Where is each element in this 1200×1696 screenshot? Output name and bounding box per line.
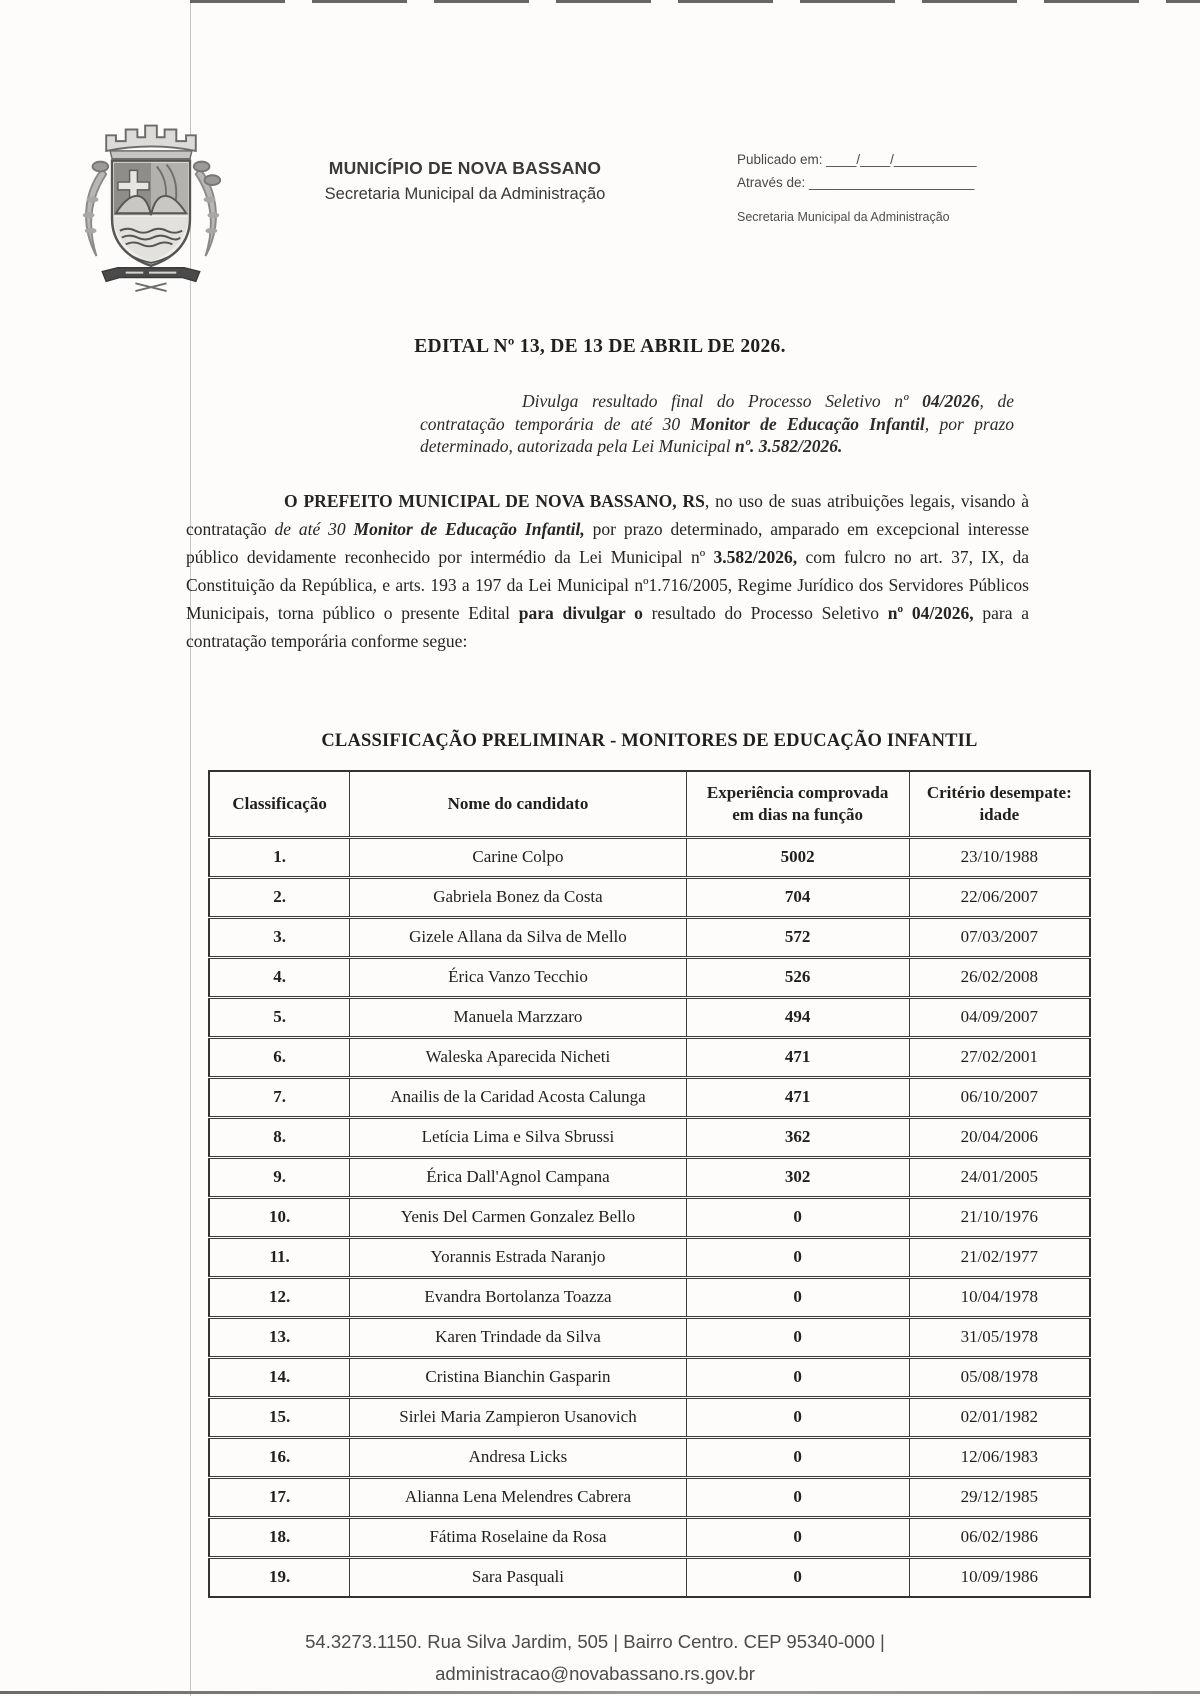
candidate-name-cell: Karen Trindade da Silva xyxy=(350,1317,686,1357)
footer-email: administracao@novabassano.rs.gov.br xyxy=(435,1663,755,1684)
column-header-rank: Classificação xyxy=(209,771,350,837)
candidate-name-cell: Sirlei Maria Zampieron Usanovich xyxy=(350,1397,686,1437)
experience-cell: 362 xyxy=(686,1117,909,1157)
column-header-tiebreaker: Critério desempate: idade xyxy=(909,771,1090,837)
edital-summary: Divulga resultado final do Processo Seletivo nº 04/2026, de contratação temporária de até 30 Monitor de Educação Infantil, por prazo determinado, autorizada pela Lei Municipal nº. 3.582/2026. xyxy=(420,391,1015,456)
column-header-candidate-name: Nome do candidato xyxy=(350,771,686,837)
experience-cell: 0 xyxy=(686,1237,909,1277)
footer-address-line: 54.3273.1150. Rua Silva Jardim, 505 | Bairro Centro. CEP 95340-000 | xyxy=(305,1631,885,1652)
classification-table xyxy=(208,770,1091,1598)
birthdate-cell: 05/08/1978 xyxy=(909,1357,1090,1397)
org-department: Secretaria Municipal da Administração xyxy=(324,185,606,203)
rank-cell: 16. xyxy=(209,1437,350,1477)
candidate-name-cell: Fátima Roselaine da Rosa xyxy=(350,1517,686,1557)
table-row xyxy=(209,997,1090,1037)
rank-cell: 14. xyxy=(209,1357,350,1397)
published-on-line: Publicado em: ____/____/___________ xyxy=(737,152,977,167)
table-row xyxy=(209,1477,1090,1517)
birthdate-cell: 07/03/2007 xyxy=(909,917,1090,957)
table-row xyxy=(209,1197,1090,1237)
table-row xyxy=(209,837,1090,877)
birthdate-cell: 21/10/1976 xyxy=(909,1197,1090,1237)
rank-cell: 7. xyxy=(209,1077,350,1117)
birthdate-cell: 20/04/2006 xyxy=(909,1117,1090,1157)
candidate-name-cell: Érica Dall'Agnol Campana xyxy=(350,1157,686,1197)
page-footer xyxy=(90,1626,1100,1690)
experience-cell: 704 xyxy=(686,877,909,917)
table-row xyxy=(209,1117,1090,1157)
candidate-name-cell: Yorannis Estrada Naranjo xyxy=(350,1237,686,1277)
candidate-name-cell: Andresa Licks xyxy=(350,1437,686,1477)
table-row xyxy=(209,957,1090,997)
table-row xyxy=(209,1397,1090,1437)
rank-cell: 11. xyxy=(209,1237,350,1277)
birthdate-cell: 02/01/1982 xyxy=(909,1397,1090,1437)
candidate-name-cell: Evandra Bortolanza Toazza xyxy=(350,1277,686,1317)
rank-cell: 6. xyxy=(209,1037,350,1077)
table-row xyxy=(209,1357,1090,1397)
rank-cell: 18. xyxy=(209,1517,350,1557)
classification-table-title: CLASSIFICAÇÃO PRELIMINAR - MONITORES DE EDUCAÇÃO INFANTIL xyxy=(321,731,978,751)
table-row xyxy=(209,1037,1090,1077)
birthdate-cell: 22/06/2007 xyxy=(909,877,1090,917)
birthdate-cell: 10/09/1986 xyxy=(909,1557,1090,1597)
experience-cell: 0 xyxy=(686,1397,909,1437)
birthdate-cell: 21/02/1977 xyxy=(909,1237,1090,1277)
rank-cell: 1. xyxy=(209,837,350,877)
org-name: MUNICÍPIO DE NOVA BASSANO xyxy=(328,158,602,178)
experience-cell: 494 xyxy=(686,997,909,1037)
column-header-experience: Experiência comprovada em dias na função xyxy=(686,771,909,837)
experience-cell: 471 xyxy=(686,1077,909,1117)
rank-cell: 10. xyxy=(209,1197,350,1237)
experience-cell: 471 xyxy=(686,1037,909,1077)
publication-signature-caption: Secretaria Municipal da Administração xyxy=(737,210,950,224)
experience-cell: 0 xyxy=(686,1197,909,1237)
rank-cell: 4. xyxy=(209,957,350,997)
table-row xyxy=(209,1237,1090,1277)
table-row xyxy=(209,877,1090,917)
rank-cell: 3. xyxy=(209,917,350,957)
experience-cell: 0 xyxy=(686,1477,909,1517)
experience-cell: 572 xyxy=(686,917,909,957)
experience-cell: 0 xyxy=(686,1557,909,1597)
birthdate-cell: 10/04/1978 xyxy=(909,1277,1090,1317)
scan-bottom-edge-line xyxy=(0,1691,1200,1694)
rank-cell: 12. xyxy=(209,1277,350,1317)
table-row xyxy=(209,1277,1090,1317)
birthdate-cell: 06/10/2007 xyxy=(909,1077,1090,1117)
experience-cell: 5002 xyxy=(686,837,909,877)
experience-cell: 0 xyxy=(686,1277,909,1317)
birthdate-cell: 29/12/1985 xyxy=(909,1477,1090,1517)
rank-cell: 17. xyxy=(209,1477,350,1517)
rank-cell: 15. xyxy=(209,1397,350,1437)
rank-cell: 19. xyxy=(209,1557,350,1597)
table-row xyxy=(209,1557,1090,1597)
candidate-name-cell: Sara Pasquali xyxy=(350,1557,686,1597)
table-row xyxy=(209,1317,1090,1357)
rank-cell: 8. xyxy=(209,1117,350,1157)
experience-cell: 526 xyxy=(686,957,909,997)
experience-cell: 0 xyxy=(686,1357,909,1397)
candidate-name-cell: Alianna Lena Melendres Cabrera xyxy=(350,1477,686,1517)
birthdate-cell: 12/06/1983 xyxy=(909,1437,1090,1477)
candidate-name-cell: Gabriela Bonez da Costa xyxy=(350,877,686,917)
candidate-name-cell: Gizele Allana da Silva de Mello xyxy=(350,917,686,957)
rank-cell: 13. xyxy=(209,1317,350,1357)
candidate-name-cell: Yenis Del Carmen Gonzalez Bello xyxy=(350,1197,686,1237)
birthdate-cell: 31/05/1978 xyxy=(909,1317,1090,1357)
experience-cell: 0 xyxy=(686,1517,909,1557)
candidate-name-cell: Anailis de la Caridad Acosta Calunga xyxy=(350,1077,686,1117)
rank-cell: 9. xyxy=(209,1157,350,1197)
experience-cell: 302 xyxy=(686,1157,909,1197)
table-row xyxy=(209,1517,1090,1557)
birthdate-cell: 06/02/1986 xyxy=(909,1517,1090,1557)
experience-cell: 0 xyxy=(686,1317,909,1357)
table-row xyxy=(209,917,1090,957)
birthdate-cell: 24/01/2005 xyxy=(909,1157,1090,1197)
candidate-name-cell: Letícia Lima e Silva Sbrussi xyxy=(350,1117,686,1157)
scan-top-edge-line xyxy=(190,0,1200,3)
table-row xyxy=(209,1157,1090,1197)
coat-of-arms-logo xyxy=(72,110,230,295)
edital-title: EDITAL Nº 13, DE 13 DE ABRIL DE 2026. xyxy=(414,336,786,357)
table-row xyxy=(209,1437,1090,1477)
candidate-name-cell: Waleska Aparecida Nicheti xyxy=(350,1037,686,1077)
candidate-name-cell: Manuela Marzzaro xyxy=(350,997,686,1037)
published-via-line: Através de: ______________________ xyxy=(737,175,975,190)
birthdate-cell: 23/10/1988 xyxy=(909,837,1090,877)
table-row xyxy=(209,1077,1090,1117)
birthdate-cell: 26/02/2008 xyxy=(909,957,1090,997)
rank-cell: 2. xyxy=(209,877,350,917)
publication-block xyxy=(737,148,1037,194)
experience-cell: 0 xyxy=(686,1437,909,1477)
org-header xyxy=(270,158,660,204)
candidate-name-cell: Cristina Bianchin Gasparin xyxy=(350,1357,686,1397)
table-header-row xyxy=(209,771,1090,837)
birthdate-cell: 04/09/2007 xyxy=(909,997,1090,1037)
candidate-name-cell: Érica Vanzo Tecchio xyxy=(350,957,686,997)
candidate-name-cell: Carine Colpo xyxy=(350,837,686,877)
birthdate-cell: 27/02/2001 xyxy=(909,1037,1090,1077)
edital-body-paragraph: O PREFEITO MUNICIPAL DE NOVA BASSANO, RS, no uso de suas atribuições legais, visando à contratação de até 30 Monitor de Educação Infantil, por prazo determinado, amparado em excepcional interesse público devidamente reconhecido por intermédio da Lei Municipal nº 3.582/2026, com fulcro no art. 37, IX, da Constituição da República, e arts. 193 a 197 da Lei Municipal nº1.716/2005, Regime Jurídico dos Servidores Públicos Municipais, torna público o presente Edital para divulgar o resultado do Processo Seletivo nº 04/2026, para a contratação temporária conforme segue: xyxy=(186,491,1030,651)
rank-cell: 5. xyxy=(209,997,350,1037)
